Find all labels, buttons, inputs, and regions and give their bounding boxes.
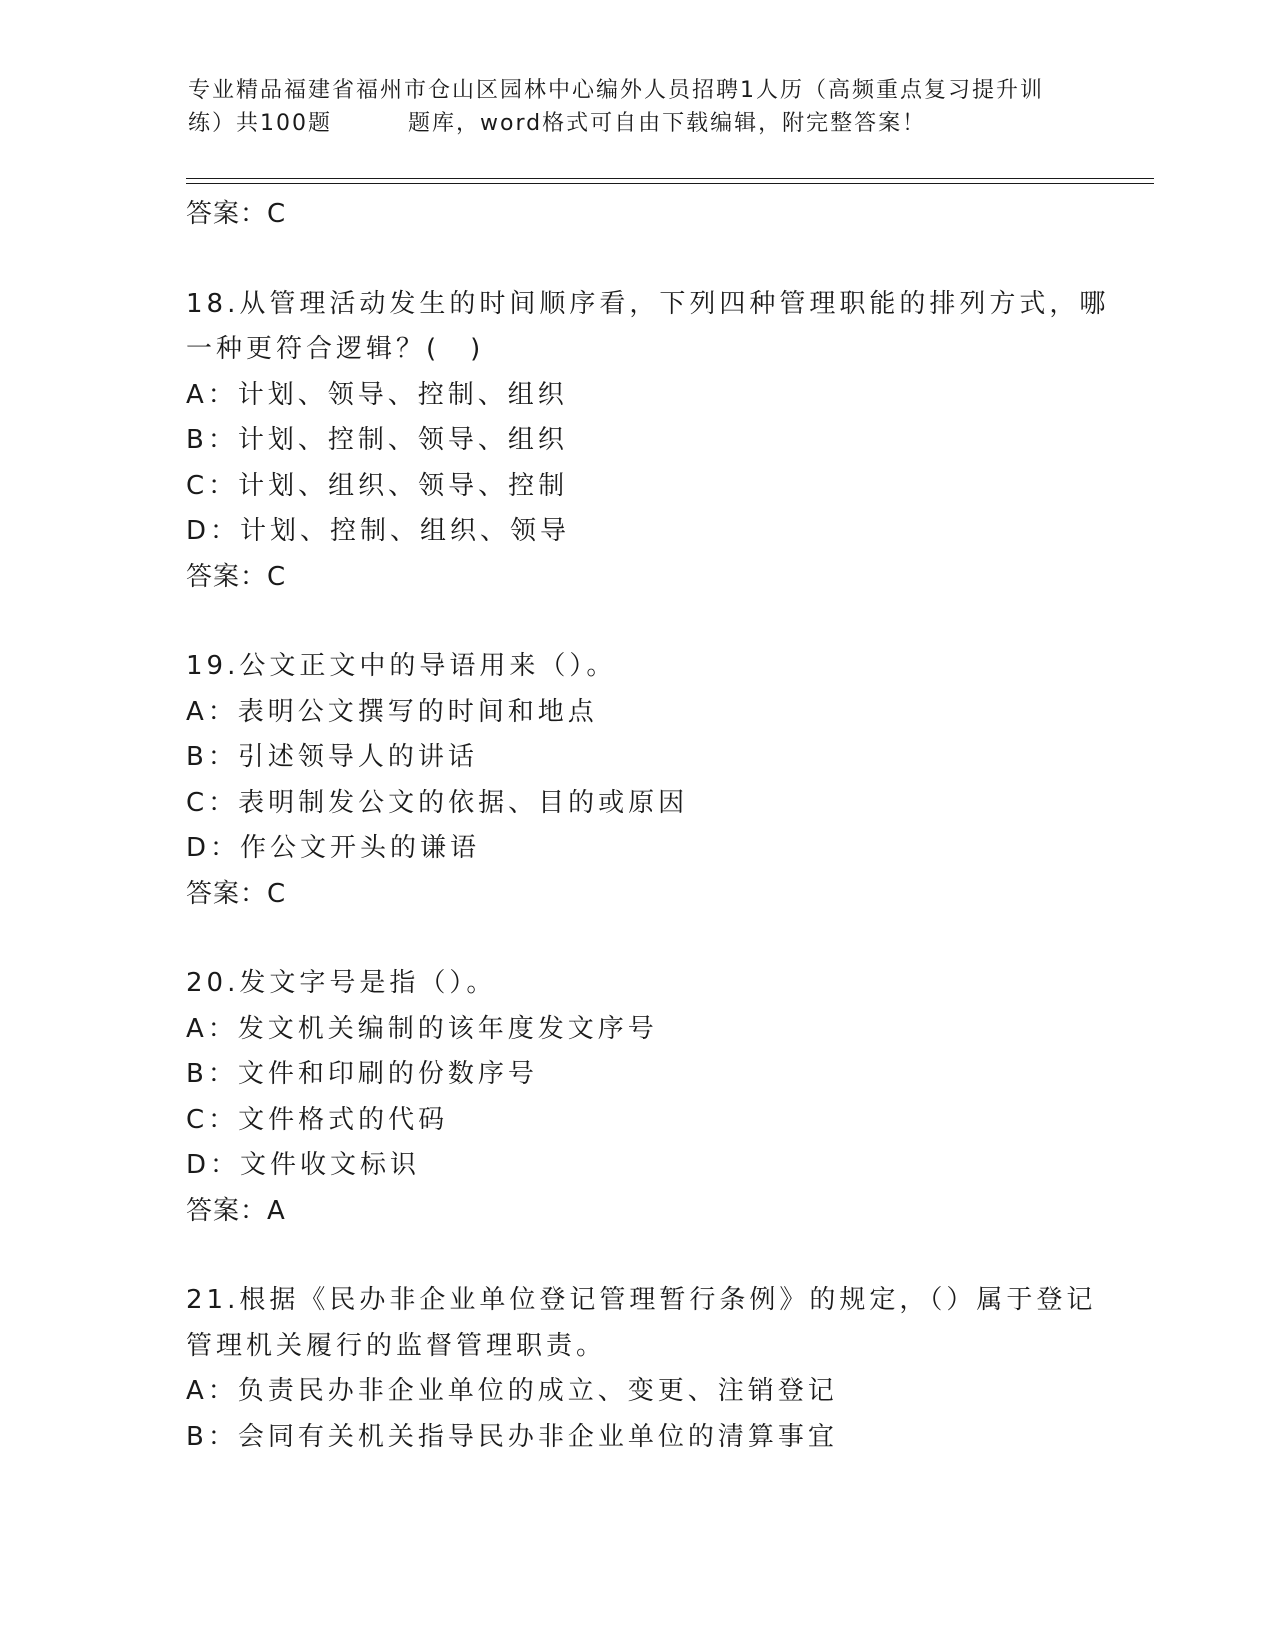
header-line-1: 专业精品福建省福州市仓山区园林中心编外人员招聘1人历（高频重点复习提升训 xyxy=(188,78,1044,103)
option-b: B：文件和印刷的份数序号 xyxy=(186,1059,538,1089)
option-a: A：负责民办非企业单位的成立、变更、注销登记 xyxy=(186,1376,838,1406)
question-text-continued: 一种更符合逻辑？( ) xyxy=(186,334,485,364)
option-a: A：计划、领导、控制、组织 xyxy=(186,379,568,410)
option-a: A：发文机关编制的该年度发文序号 xyxy=(186,1013,658,1044)
question-text: 21.根据《民办非企业单位登记管理暂行条例》的规定，（）属于登记 xyxy=(186,1285,1097,1315)
option-b: B：计划、控制、领导、组织 xyxy=(186,425,568,455)
option-b: B：会同有关机关指导民办非企业单位的清算事宜 xyxy=(186,1421,838,1452)
option-d: D：文件收文标识 xyxy=(186,1150,421,1180)
question-20 xyxy=(186,961,1086,1234)
page-header xyxy=(188,74,1088,140)
answer-17: 答案：C xyxy=(186,199,287,229)
option-b: B：引述领导人的讲话 xyxy=(186,742,478,772)
header-rule-top xyxy=(186,178,1154,179)
option-a: A：表明公文撰写的时间和地点 xyxy=(186,696,598,727)
option-d: D：计划、控制、组织、领导 xyxy=(186,516,571,546)
answer: 答案：C xyxy=(186,561,287,592)
question-19 xyxy=(186,644,1086,917)
header-line-2-part-a: 练）共100题 xyxy=(188,111,332,136)
question-21 xyxy=(186,1278,1097,1460)
question-text: 20.发文字号是指（）。 xyxy=(186,968,497,998)
question-text: 18.从管理活动发生的时间顺序看，下列四种管理职能的排列方式，哪 xyxy=(186,288,1110,319)
document-body xyxy=(186,192,1110,1460)
option-c: C：表明制发公文的依据、目的或原因 xyxy=(186,787,689,818)
option-c: C：计划、组织、领导、控制 xyxy=(186,470,569,501)
header-line-2-part-b: 题库，word格式可自由下载编辑，附完整答案！ xyxy=(408,111,927,136)
question-text: 19.公文正文中的导语用来（）。 xyxy=(186,651,617,681)
option-d: D：作公文开头的谦语 xyxy=(186,833,481,863)
header-rule-bottom xyxy=(186,183,1154,184)
question-18 xyxy=(186,282,1110,601)
header-line-2 xyxy=(188,107,1088,140)
question-text-continued: 管理机关履行的监督管理职责。 xyxy=(186,1330,607,1361)
answer: 答案：A xyxy=(186,1195,286,1226)
option-c: C：文件格式的代码 xyxy=(186,1104,449,1135)
answer: 答案：C xyxy=(186,878,287,909)
